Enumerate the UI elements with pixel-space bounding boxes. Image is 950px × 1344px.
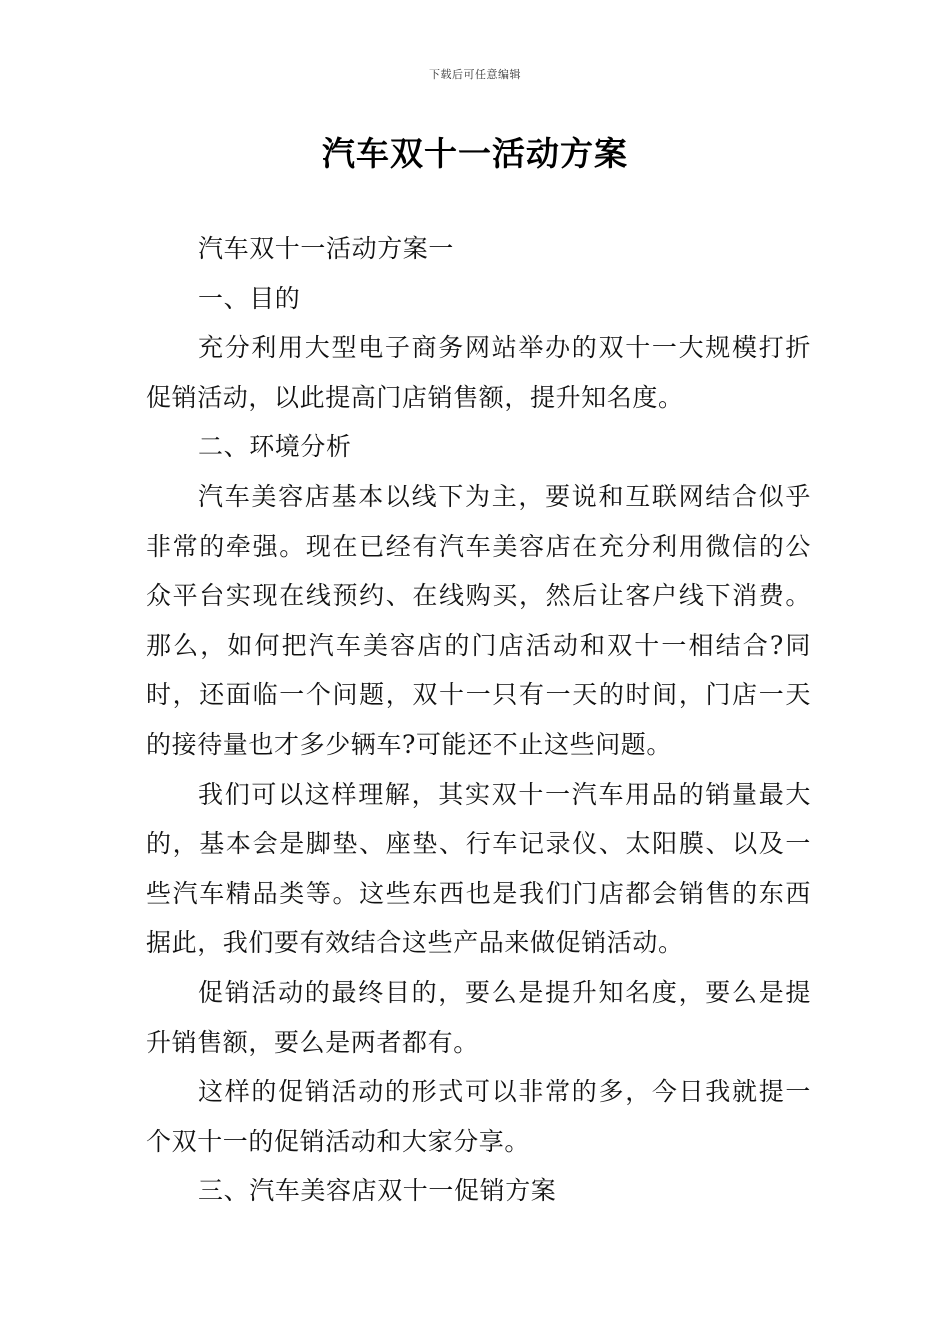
section-heading: 汽车双十一活动方案一: [198, 234, 455, 263]
header-note: 下载后可任意编辑: [429, 68, 521, 81]
body-paragraph: 这样的促销活动的形式可以非常的多，今日我就提一个双十一的促销活动和大家分享。: [146, 1077, 811, 1156]
subsection-heading: 三、汽车美容店双十一促销方案: [198, 1176, 557, 1206]
body-paragraph: 促销活动的最终目的，要么是提升知名度，要么是提升销售额，要么是两者都有。: [146, 977, 811, 1057]
document-title: 汽车双十一活动方案: [322, 134, 628, 173]
subsection-heading: 一、目的: [198, 283, 301, 313]
subsection-heading: 二、环境分析: [198, 432, 352, 462]
body-paragraph: 充分利用大型电子商务网站举办的双十一大规模打折促销活动，以此提高门店销售额，提升知名度。: [146, 333, 811, 412]
document-body: [146, 224, 811, 1216]
body-paragraph: 我们可以这样理解，其实双十一汽车用品的销量最大的，基本会是脚垫、座垫、行车记录仪、太阳膜、以及一些汽车精品类等。这些东西也是我们门店都会销售的东西据此，我们要有效结合这些产品来做促销活动。: [146, 779, 811, 958]
body-paragraph: 汽车美容店基本以线下为主，要说和互联网结合似乎非常的牵强。现在已经有汽车美容店在充分利用微信的公众平台实现在线预约、在线购买，然后让客户线下消费。那么，如何把汽车美容店的门店活动和双十一相结合?同时，还面临一个问题，双十一只有一天的时间，门店一天的接待量也才多少辆车?可能还不止这些问题。: [146, 481, 811, 759]
